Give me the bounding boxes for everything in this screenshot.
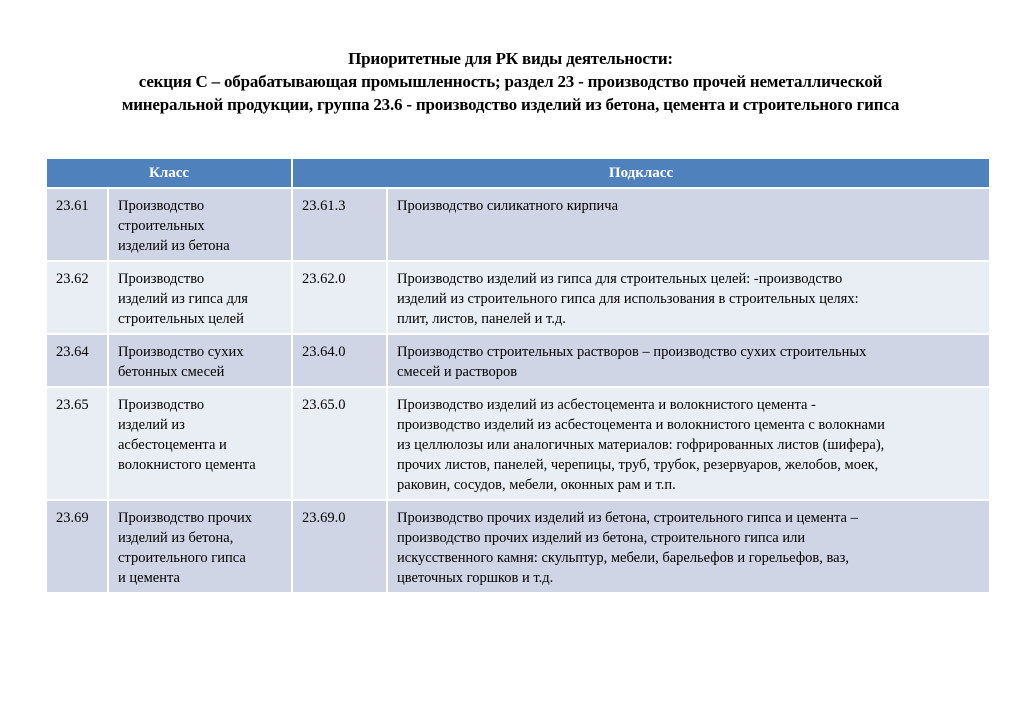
class-name-cell: Производство сухих бетонных смесей: [108, 334, 292, 387]
class-name-cell: Производство изделий из гипса для строительных целей: [108, 261, 292, 334]
header-subclass: Подкласс: [292, 159, 989, 188]
subclass-code-cell: 23.61.3: [292, 188, 387, 261]
table-header-row: [47, 159, 989, 188]
class-name-cell: Производство прочих изделий из бетона, строительного гипса и цемента: [108, 500, 292, 593]
header-class: Класс: [47, 159, 292, 188]
subclass-code-cell: 23.69.0: [292, 500, 387, 593]
class-code-cell: 23.69: [47, 500, 108, 593]
class-name-cell: Производство строительных изделий из бетона: [108, 188, 292, 261]
subclass-code-cell: 23.64.0: [292, 334, 387, 387]
subclass-name-cell: Производство изделий из гипса для строительных целей: -производство изделий из строительного гипса для использования в строительных целях: плит, листов, панелей и т.д.: [387, 261, 989, 334]
page-title: Приоритетные для РК виды деятельности: секция С – обрабатывающая промышленность; раздел 23 - производство прочей неметаллической минеральной продукции, группа 23.6 - производство изделий из бетона, цемента и строительного гипса: [121, 49, 900, 114]
subclass-code-cell: 23.65.0: [292, 387, 387, 500]
table-row: [47, 188, 989, 261]
table-row: [47, 500, 989, 593]
subclass-name-cell: Производство строительных растворов – производство сухих строительных смесей и растворов: [387, 334, 989, 387]
subclass-code-cell: 23.62.0: [292, 261, 387, 334]
table-row: [47, 261, 989, 334]
table-row: [47, 334, 989, 387]
subclass-name-cell: Производство прочих изделий из бетона, строительного гипса и цемента – производство прочих изделий из бетона, строительного гипса или искусственного камня: скульптур, мебели, барельефов и горельефов, ваз, цветочных горшков и т.д.: [387, 500, 989, 593]
subclass-name-cell: Производство изделий из асбестоцемента и волокнистого цемента - производство изделий из асбестоцемента и волокнистого цемента с волокнами из целлюлозы или аналогичных материалов: гофрированных листов (шифера), прочих листов, панелей, черепицы, труб, трубок, резервуаров, желобов, моек, раковин, сосудов, мебели, оконных рам и т.п.: [387, 387, 989, 500]
class-code-cell: 23.62: [47, 261, 108, 334]
class-code-cell: 23.61: [47, 188, 108, 261]
activity-table: [47, 159, 989, 594]
class-name-cell: Производство изделий из асбестоцемента и волокнистого цемента: [108, 387, 292, 500]
class-code-cell: 23.64: [47, 334, 108, 387]
class-code-cell: 23.65: [47, 387, 108, 500]
table-row: [47, 387, 989, 500]
subclass-name-cell: Производство силикатного кирпича: [387, 188, 989, 261]
